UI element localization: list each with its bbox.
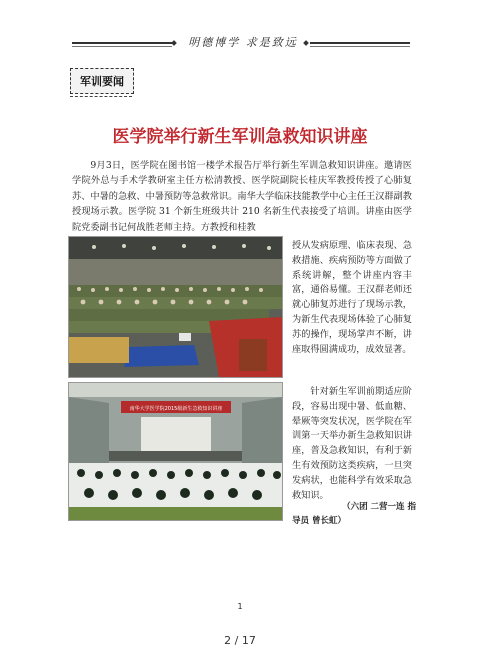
lecture-banner-photo [68,382,283,521]
header-rule-right-thin [310,46,410,47]
header-rule-right [310,42,410,44]
section-tag: 军训要闻 [70,68,134,94]
banner-text: 南华大学医学院2015级新生急救知识讲座 [129,406,223,412]
lecture-hall-photo [68,236,283,378]
page-indicator: 2 / 17 [224,634,256,647]
header-rule-left [72,42,172,44]
author-credit-line-1: （六团 二营一连 指 [342,502,416,512]
article-title: 医学院举行新生军训急救知识讲座 [112,127,368,147]
section-tag-underline [70,96,132,97]
header-motto: 明德博学 求是致远 [188,36,298,49]
page-number: 1 [237,602,243,611]
header-rule-left-thin [72,46,172,47]
author-credit-line-2: 导员 曾长虹） [292,516,346,526]
header-ornament [171,40,177,46]
article-column-1: 授从发病原理、临床表现、急救措施、疾病预防等方面做了系统讲解，整个讲座内容丰富，通俗易懂。王汉群老师还就心肺复苏进行了现场示教，为新生代表现场体验了心肺复苏的操作，现场掌声不断，讲座取得圆满成功，成效显著。 [292,240,412,355]
article-column-2: 针对新生军训前期适应阶段，容易出现中暑、低血糖、晕厥等突发状况，医学院在军训第一天举办新生急救知识讲座，普及急救知识，有利于新生有效预防这类疾病，一旦突发病状，也能科学有效采取急救知识。 [292,386,412,501]
author-credit [292,500,416,528]
article-intro: 9月3日，医学院在图书馆一楼学术报告厅举行新生军训急救知识讲座。邀请医学院外总与手术学教研室主任方松清教授、医学院副院长桂庆军教授传授了心肺复苏、中暑的急救、中暑预防等急救常识。南华大学临床技能教学中心主任王汉群副教授现场示教。医学院 31 个新生班级共计 210 名新生代表接受了培训。讲座由医学院党委副书记何战胜老师主持。方教授和桂教 [72,160,412,233]
